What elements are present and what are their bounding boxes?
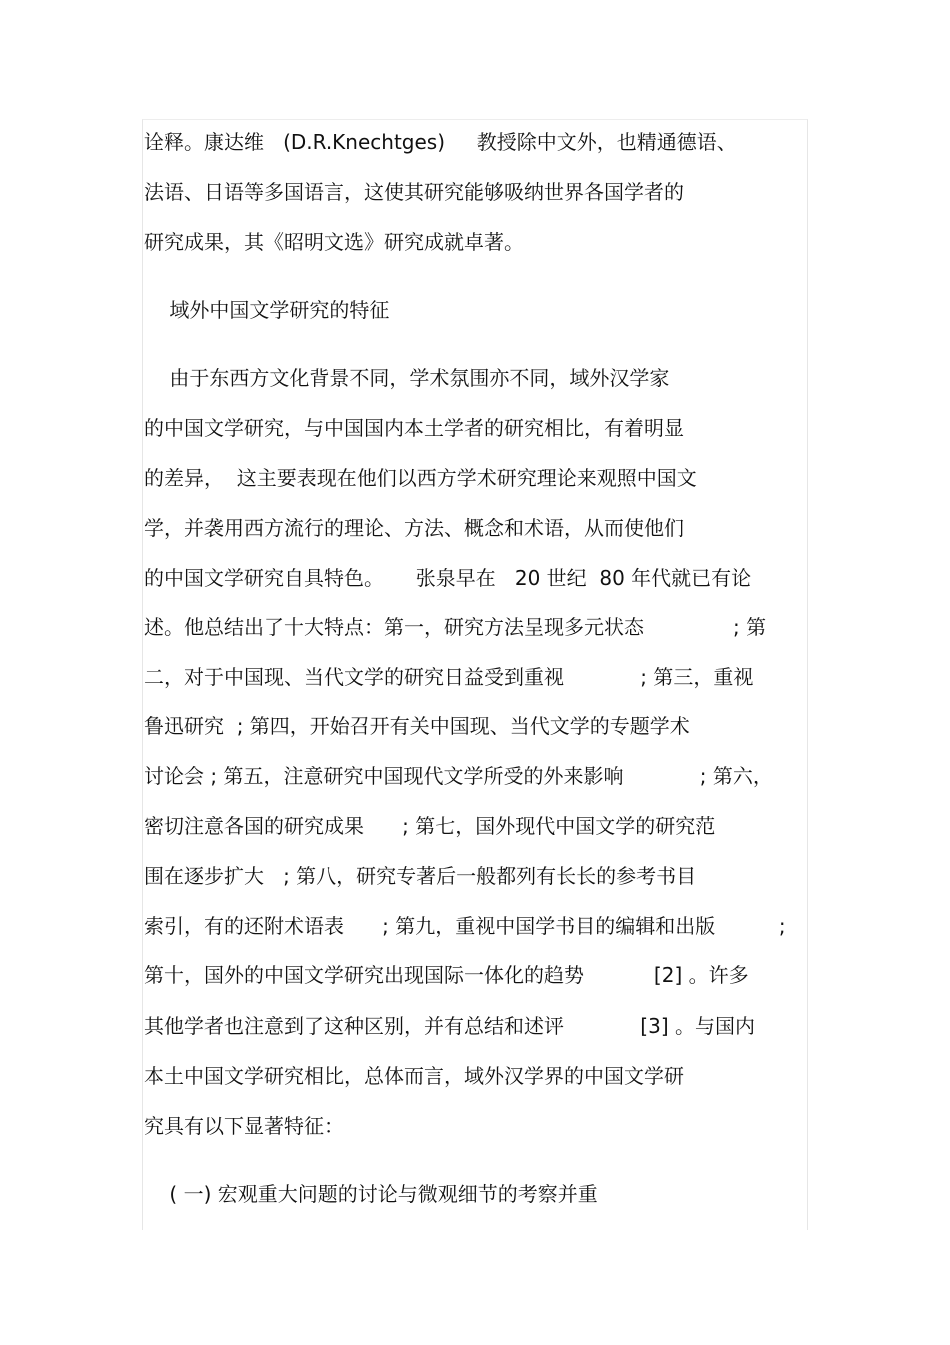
text-line: 究具有以下显著特征： [144, 1114, 344, 1138]
text-line: 学，并袭用西方流行的理论、方法、概念和术语，从而使他们 [144, 516, 684, 540]
text-line: 其他学者也注意到了这种区别，并有总结和述评 [3] 。与国内 [144, 1014, 755, 1038]
text-line: 二，对于中国现、当代文学的研究日益受到重视 ; 第三，重视 [144, 665, 754, 689]
subsection-heading: ( 一) 宏观重大问题的讨论与微观细节的考察并重 [144, 1182, 598, 1206]
text-line: 的中国文学研究自具特色。 张泉早在 20 世纪 80 年代就已有论 [144, 566, 752, 590]
text-line: 研究成果，其《昭明文选》研究成就卓著。 [144, 230, 524, 254]
text-line: 讨论会 ; 第五，注意研究中国现代文学所受的外来影响 ; 第六， [144, 764, 773, 788]
section-heading: 域外中国文学研究的特征 [144, 298, 390, 322]
text-line: 由于东西方文化背景不同，学术氛围亦不同，域外汉学家 [144, 366, 670, 390]
text-line: 围在逐步扩大 ; 第八，研究专著后一般都列有长长的参考书目 [144, 864, 697, 888]
text-line: 第十，国外的中国文学研究出现国际一体化的趋势 [2] 。许多 [144, 963, 749, 987]
text-line: 鲁迅研究 ; 第四，开始召开有关中国现、当代文学的专题学术 [144, 714, 690, 738]
text-line: 索引，有的还附术语表 ; 第九，重视中国学书目的编辑和出版 ; [144, 914, 786, 938]
text-line: 的差异， 这主要表现在他们以西方学术研究理论来观照中国文 [144, 466, 697, 490]
text-line: 法语、日语等多国语言，这使其研究能够吸纳世界各国学者的 [144, 180, 684, 204]
text-line: 密切注意各国的研究成果 ; 第七，国外现代中国文学的研究范 [144, 814, 716, 838]
text-line: 诠释。康达维 (D.R.Knechtges) 教授除中文外，也精通德语、 [144, 130, 737, 154]
text-line: 本土中国文学研究相比，总体而言，域外汉学界的中国文学研 [144, 1064, 684, 1088]
text-line: 述。他总结出了十大特点：第一，研究方法呈现多元状态 ; 第 [144, 615, 767, 639]
text-line: 的中国文学研究，与中国国内本土学者的研究相比，有着明显 [144, 416, 684, 440]
